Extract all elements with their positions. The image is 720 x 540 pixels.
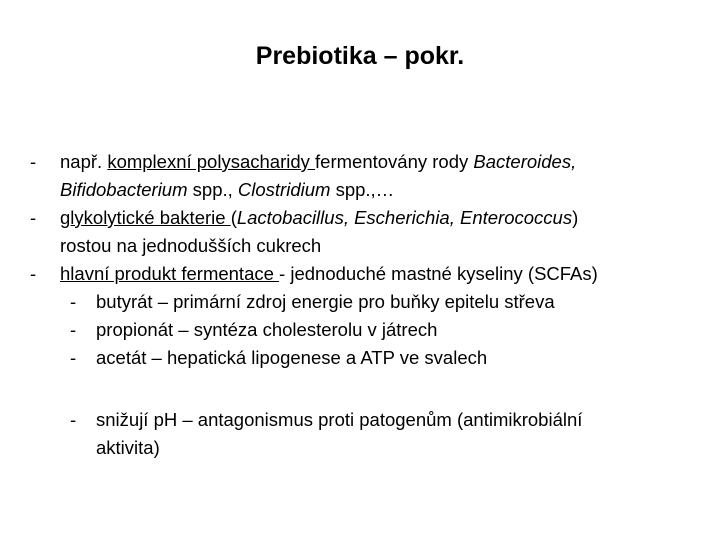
genus-name: Clostridium [237,179,331,200]
slide-body [30,148,710,462]
bullet-item-glycolytic [30,204,710,232]
sub-bullet-text: aktivita) [96,437,160,458]
spacer [30,372,710,406]
bullet-dash: - [70,347,77,368]
bullet-dash: - [30,263,37,284]
slide-title: Prebiotika – pokr. [255,42,465,70]
bullet-text [60,148,576,176]
sub-bullet-propionate [30,316,710,344]
sub-bullet-acetate [30,344,710,372]
bullet-continuation [30,176,710,204]
spp-text: spp., [187,179,238,200]
sub-bullet-text: snižují pH – antagonismus proti patogenům (antimikrobiální [96,409,583,430]
paren-close: ) [572,207,579,228]
genus-list: Lactobacillus, Escherichia, Enterococcus [236,207,573,228]
sub-bullet-continuation [30,434,710,462]
spp-text: spp.,… [330,179,395,200]
bullet-dash: - [70,409,77,430]
sub-bullet-ph [30,406,710,434]
bullet-dash: - [30,151,37,172]
text-prefix: např. [60,151,108,172]
underlined-term: komplexní polysacharidy [107,151,316,172]
bullet-continuation [30,232,710,260]
underlined-term: glykolytické bakterie [60,207,231,228]
bullet-text [60,204,578,232]
bullet-text: rostou na jednodušších cukrech [60,235,322,256]
text-rest: - jednoduché mastné kyseliny (SCFAs) [279,263,598,284]
sub-bullet-text: acetát – hepatická lipogenese a ATP ve svalech [96,347,488,368]
sub-bullet-text: butyrát – primární zdroj energie pro buňky epitelu střeva [96,291,555,312]
bullet-text [60,176,394,204]
sub-bullet-text: propionát – syntéza cholesterolu v játrech [96,319,438,340]
sub-bullet-butyrate [30,288,710,316]
genus-name: Bifidobacterium [60,179,188,200]
bullet-dash: - [70,291,77,312]
bullet-dash: - [70,319,77,340]
underlined-term: hlavní produkt fermentace [60,263,280,284]
text-mid: fermentovány rody [315,151,474,172]
bullet-text [60,260,598,288]
bullet-dash: - [30,207,37,228]
genus-name: Bacteroides, [473,151,577,172]
bullet-item-fermentation [30,260,710,288]
paren-open: ( [230,207,237,228]
bullet-item-polysaccharides [30,148,710,176]
